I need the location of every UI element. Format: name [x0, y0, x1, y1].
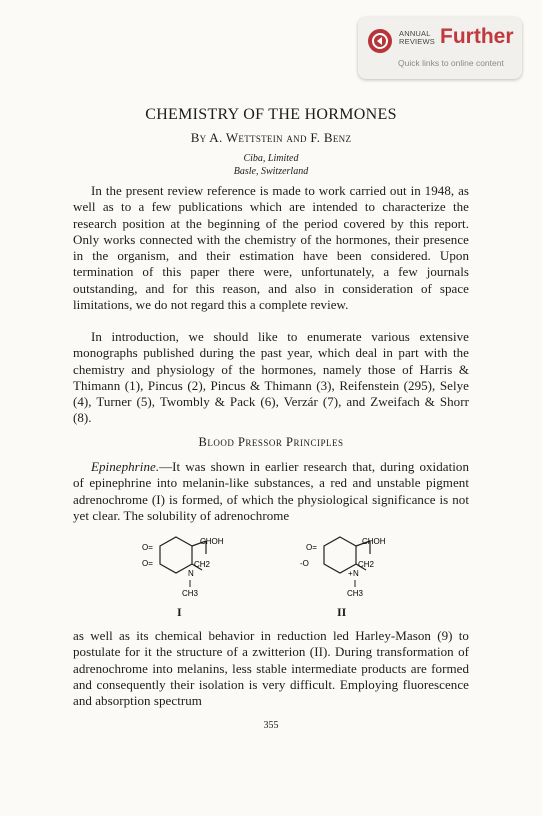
ch2-label: CH2 — [194, 560, 211, 569]
publisher-label: ANNUAL REVIEWS — [399, 29, 435, 46]
svg-text:N: N — [353, 569, 359, 578]
structure-label-II: II — [337, 605, 347, 619]
article-title: CHEMISTRY OF THE HORMONES — [145, 106, 397, 123]
chohh-label: CHOH — [200, 537, 224, 546]
further-banner[interactable] — [358, 17, 522, 79]
paragraph-continuation: as well as its chemical behavior in reduction led Harley-Mason (9) to postulate for it the structure of a zwitterion (II). During transformation of adrenochrome into melanins, less stable intermediate products are formed and consequently their isolation is very difficult. Employing fluorescence and absorption spectrum — [73, 628, 469, 709]
paragraph-monographs — [73, 329, 469, 427]
oxo-label: O= — [306, 543, 317, 552]
oxide-label: -O — [300, 559, 309, 568]
tagline: Quick links to online content — [398, 58, 504, 68]
brand-label: Further — [440, 25, 514, 48]
paragraph-epinephrine — [73, 459, 469, 524]
structure-I — [138, 532, 258, 602]
affiliation-line-2: Basle, Switzerland — [233, 166, 309, 177]
affiliation-line-1: Ciba, Limited — [243, 153, 299, 164]
ch2-label: CH2 — [358, 560, 375, 569]
nmethyl-label: CH3 — [347, 589, 364, 598]
charge-label: + — [348, 569, 353, 578]
page-number: 355 — [263, 720, 279, 731]
paragraph-text: In introduction, we should like to enumerate various extensive monographs published during the past year, which deal in part with the chemistry and physiology of the hormones, namely those of Harris & Thimann (1), Pincus (2), Pincus & Thimann (3), Reifenstein (295), Selye (4), Turner (5), Twombly & Pack (6), Verzár (7), and Zweifach & Shorr (8). — [73, 329, 469, 426]
nmethyl-label: CH3 — [182, 589, 199, 598]
authors: By A. Wettstein and F. Benz — [190, 130, 352, 145]
section-heading: Blood Pressor Principles — [198, 435, 344, 449]
oxo-label-1: O= — [142, 543, 153, 552]
epinephrine-heading: Epinephrine. — [91, 459, 160, 474]
oxo-label-2: O= — [142, 559, 153, 568]
chohh-label: CHOH — [362, 537, 386, 546]
play-icon — [368, 29, 392, 53]
structure-II — [296, 532, 416, 602]
paragraph-text: —It was shown in earlier research that, during oxidation of epinephrine into melanin-like substances, a red and unstable pigment adrenochrome (I) is formed, of which the physiological significance is not yet clear. The solubility of adrenochrome — [73, 459, 469, 523]
paragraph-intro — [73, 183, 469, 313]
svg-text:N: N — [188, 569, 194, 578]
structure-label-I: I — [177, 605, 182, 619]
paragraph-text: In the present review reference is made to work carried out in 1948, as well as to a few publications which are intended to characterize the research position at the beginning of the period covered by this report. Only works connected with the chemistry of the hormones, their presence in the organism, and their estimation have been considered. Upon termination of this paper there were, unfortunately, a few journals outstanding, and for this reason, and also in consideration of space limitations, we do not regard this a complete review. — [73, 183, 469, 313]
